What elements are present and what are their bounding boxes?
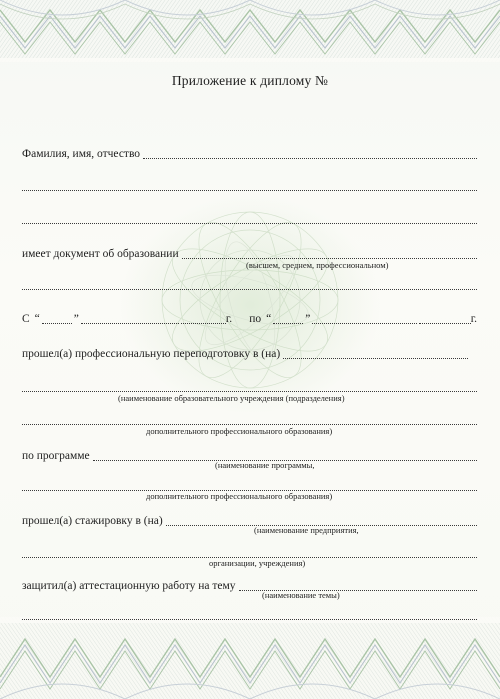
thesis-line-2[interactable]: [22, 610, 477, 620]
period-from-label: С: [22, 313, 30, 325]
internship-line-2[interactable]: [22, 548, 477, 558]
internship-row: [22, 515, 477, 528]
additional-education-line[interactable]: [22, 415, 477, 425]
full-name-line-1[interactable]: [143, 149, 477, 159]
page-title: Приложение к диплому №: [171, 73, 329, 88]
thesis-label: защитил(а) аттестационную работу на тему: [22, 580, 236, 592]
retraining-label: прошел(а) профессиональную переподготовку в (на): [22, 348, 281, 360]
start-month-field[interactable]: [81, 314, 179, 324]
program-line-2[interactable]: [22, 481, 477, 491]
start-year-suffix: г.: [225, 313, 233, 325]
quote-close-1: ”: [73, 313, 79, 325]
thesis-row-2: [22, 610, 477, 622]
enterprise-hint: (наименование предприятия,: [254, 525, 359, 535]
quote-open-2: “: [266, 313, 272, 325]
end-year-suffix: г.: [470, 313, 477, 325]
education-row-2: [22, 280, 477, 292]
start-year-field[interactable]: [181, 314, 226, 324]
full-name-line-2[interactable]: [22, 181, 477, 191]
program-label: по программе: [22, 450, 90, 462]
retraining-line[interactable]: [283, 349, 468, 359]
additional-education-hint: дополнительного профессионального образования): [146, 426, 333, 436]
end-year-field[interactable]: [419, 314, 471, 324]
full-name-line-3[interactable]: [22, 214, 477, 224]
period-row: [22, 313, 477, 326]
education-line[interactable]: [182, 249, 477, 259]
end-day-field[interactable]: [273, 314, 303, 324]
quote-close-2: ”: [305, 313, 311, 325]
retraining-row: [22, 348, 468, 361]
period-to-label: по: [249, 313, 262, 325]
education-label: имеет документ об образовании: [22, 248, 179, 260]
full-name-row-3: [22, 214, 477, 226]
institution-hint: (наименование образовательного учреждения (подразделения): [118, 393, 345, 403]
additional-education-hint-2: дополнительного профессионального образования): [146, 491, 333, 501]
start-day-field[interactable]: [42, 314, 72, 324]
full-name-label: Фамилия, имя, отчество: [22, 148, 141, 160]
education-line-2[interactable]: [22, 280, 477, 290]
education-hint: (высшем, среднем, профессиональном): [246, 260, 389, 270]
thesis-row: [22, 580, 477, 593]
full-name-row: [22, 148, 477, 161]
thesis-hint: (наименование темы): [262, 590, 340, 600]
full-name-row-2: [22, 181, 477, 193]
quote-open-1: “: [34, 313, 40, 325]
institution-line[interactable]: [22, 382, 477, 392]
organization-hint: организации, учреждения): [209, 558, 306, 568]
end-month-field[interactable]: [312, 314, 416, 324]
internship-label: прошел(а) стажировку в (на): [22, 515, 163, 527]
program-hint: (наименование программы,: [215, 460, 315, 470]
